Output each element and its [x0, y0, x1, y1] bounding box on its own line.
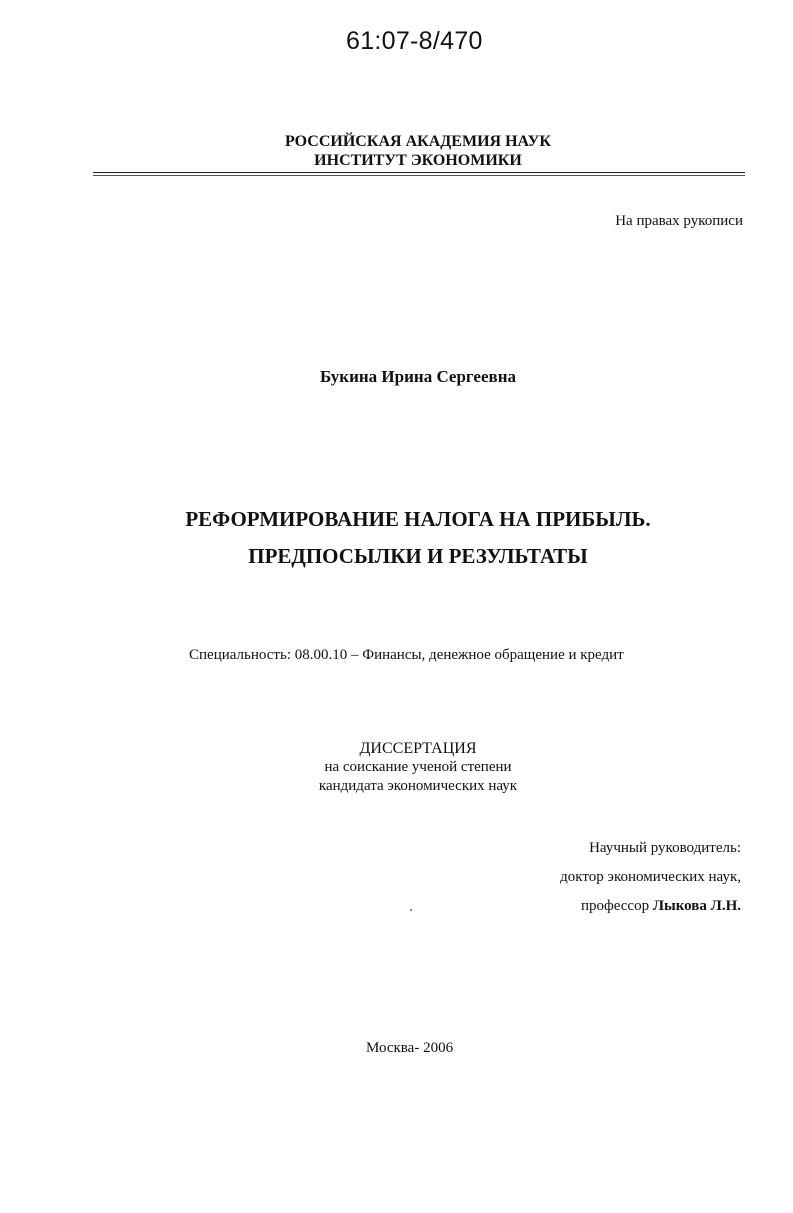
supervisor-label: Научный руководитель:: [589, 840, 741, 856]
specialty-line: Специальность: 08.00.10 – Финансы, денежное обращение и кредит: [189, 647, 624, 663]
title-line-1: РЕФОРМИРОВАНИЕ НАЛОГА НА ПРИБЫЛЬ.: [185, 507, 651, 531]
title-line-2: ПРЕДПОСЫЛКИ И РЕЗУЛЬТАТЫ: [248, 544, 588, 568]
supervisor-rank: профессор: [581, 898, 650, 914]
supervisor-rank-name: [560, 892, 741, 921]
author-name: Букина Ирина Сергеевна: [319, 367, 516, 386]
header-divider-secondary: [93, 175, 745, 176]
document-type: ДИССЕРТАЦИЯ: [359, 740, 477, 757]
supervisor-name: Лыкова Л.Н.: [652, 898, 741, 914]
catalog-number: 61:07-8/470: [346, 27, 483, 55]
city-year: Москва- 2006: [366, 1040, 454, 1056]
supervisor-info: [560, 834, 741, 921]
organization-line-1: РОССИЙСКАЯ АКАДЕМИЯ НАУК: [284, 133, 551, 150]
dissertation-title: [0, 501, 793, 575]
rights-note: На правах рукописи: [615, 213, 743, 229]
supervisor-degree: доктор экономических наук,: [560, 869, 741, 885]
degree-name: кандидата экономических наук: [318, 778, 518, 794]
scan-speck: [410, 909, 412, 911]
header-divider: [93, 172, 745, 173]
organization-line-2: ИНСТИТУТ ЭКОНОМИКИ: [314, 152, 522, 169]
dissertation-info: [0, 739, 793, 796]
organization-header: [0, 132, 793, 170]
degree-purpose: на соискание ученой степени: [324, 759, 512, 775]
